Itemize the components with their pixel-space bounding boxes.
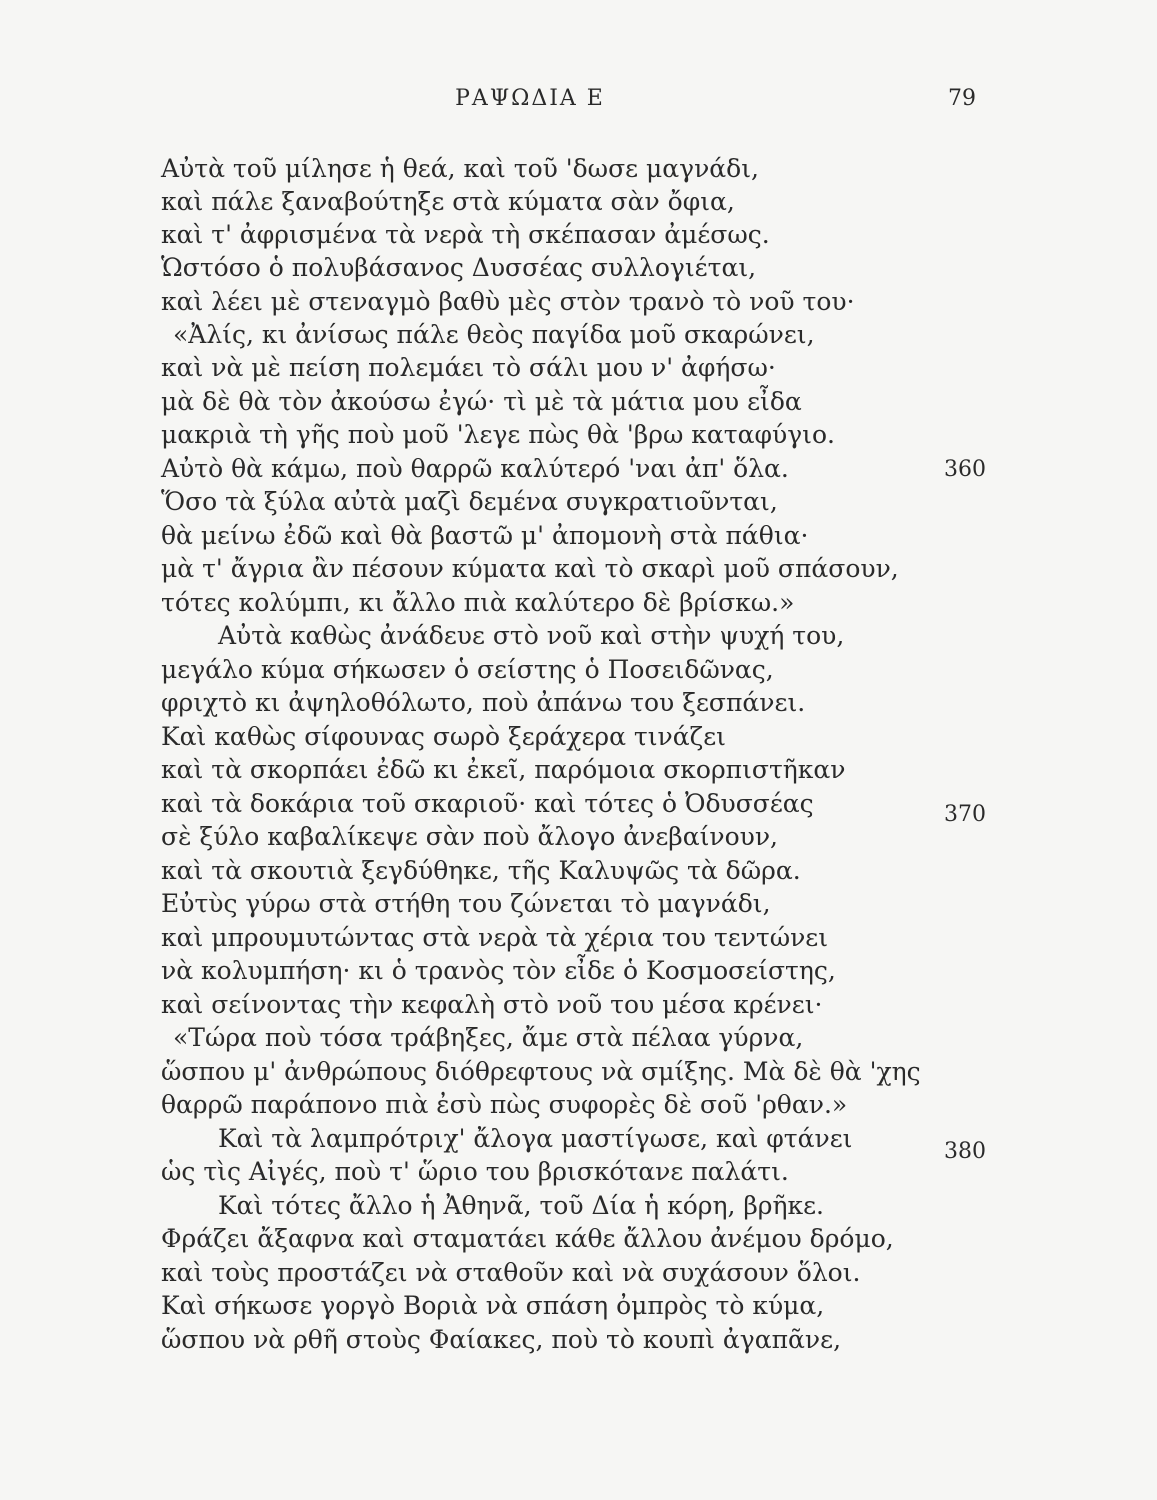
verse-line: «Ἀλίς, κι ἀνίσως πάλε θεὸς παγίδα μοῦ σκαρώνει, — [173, 320, 815, 349]
verse-line: καὶ τὰ σκορπάει ἐδῶ κι ἐκεῖ, παρόμοια σκορπιστῆκαν — [161, 755, 846, 784]
verse-line: ὡς τὶς Αἰγές, ποὺ τ' ὥριο του βρισκότανε παλάτι. — [161, 1157, 789, 1186]
verse-line: Αὐτὰ καθὼς ἀνάδευε στὸ νοῦ καὶ στὴν ψυχή του, — [218, 621, 845, 650]
running-header: ΡΑΨΩΔΙΑ Ε — [455, 86, 605, 111]
verse-line: Καὶ καθὼς σίφουνας σωρὸ ξεράχερα τινάζει — [161, 722, 726, 751]
verse-line: τότες κολύμπι, κι ἄλλο πιὰ καλύτερο δὲ βρίσκω.» — [161, 588, 795, 617]
verse-line: καὶ μπρουμυτώντας στὰ νερὰ τὰ χέρια του τεντώνει — [161, 923, 829, 952]
verse-line: μὰ τ' ἄγρια ἂν πέσουν κύματα καὶ τὸ σκαρὶ μοῦ σπάσουν, — [161, 554, 899, 583]
line-number: 360 — [944, 457, 986, 482]
verse-line: καὶ τ' ἀφρισμένα τὰ νερὰ τὴ σκέπασαν ἀμέσως. — [161, 220, 770, 249]
line-number: 380 — [944, 1139, 986, 1164]
verse-line: Ὡστόσο ὁ πολυβάσανος Δυσσέας συλλογιέται, — [161, 253, 757, 282]
verse-line: καὶ τὰ δοκάρια τοῦ σκαριοῦ· καὶ τότες ὁ Ὀδυσσέας — [161, 789, 814, 818]
verse-line: Καὶ τὰ λαμπρότριχ' ἄλογα μαστίγωσε, καὶ φτάνει — [218, 1124, 853, 1153]
verse-line: Καὶ σήκωσε γοργὸ Βοριὰ νὰ σπάση ὀμπρὸς τὸ κύμα, — [161, 1291, 825, 1320]
verse-line: ὥσπου μ' ἀνθρώπους διόθρεφτους νὰ σμίξης. Μὰ δὲ θὰ 'χης — [161, 1057, 921, 1086]
verse-line: μὰ δὲ θὰ τὸν ἀκούσω ἐγώ· τὶ μὲ τὰ μάτια μου εἶδα — [161, 387, 802, 416]
verse-line: καὶ σείνοντας τὴν κεφαλὴ στὸ νοῦ του μέσα κρένει· — [161, 990, 823, 1019]
verse-line: Αὐτὸ θὰ κάμω, ποὺ θαρρῶ καλύτερό 'ναι ἀπ' ὅλα. — [161, 454, 789, 483]
verse-line: μακριὰ τὴ γῆς ποὺ μοῦ 'λεγε πὼς θὰ 'βρω καταφύγιο. — [161, 420, 835, 449]
verse-line: σὲ ξύλο καβαλίκεψε σὰν ποὺ ἄλογο ἀνεβαίνουν, — [161, 822, 779, 851]
verse-line: νὰ κολυμπήση· κι ὁ τρανὸς τὸν εἶδε ὁ Κοσμοσείστης, — [161, 956, 836, 985]
verse-line: Καὶ τότες ἄλλο ἡ Ἀθηνᾶ, τοῦ Δία ἡ κόρη, βρῆκε. — [218, 1191, 825, 1220]
verse-line: φριχτὸ κι ἀψηλοθόλωτο, ποὺ ἀπάνω του ξεσπάνει. — [161, 688, 806, 717]
line-number: 370 — [944, 802, 986, 827]
verse-line: Εὐτὺς γύρω στὰ στήθη του ζώνεται τὸ μαγνάδι, — [161, 889, 771, 918]
verse-line: ὥσπου νὰ ρθῆ στοὺς Φαίακες, ποὺ τὸ κουπὶ ἀγαπᾶνε, — [161, 1325, 842, 1354]
verse-line: καὶ λέει μὲ στεναγμὸ βαθὺ μὲς στὸν τρανὸ τὸ νοῦ του· — [161, 287, 855, 316]
verse-line: Ὅσο τὰ ξύλα αὐτὰ μαζὶ δεμένα συγκρατιοῦνται, — [161, 487, 778, 516]
verse-line: καὶ νὰ μὲ πείση πολεμάει τὸ σάλι μου ν' ἀφήσω· — [161, 353, 776, 382]
verse-line: καὶ πάλε ξαναβούτηξε στὰ κύματα σὰν ὄφια, — [161, 187, 735, 216]
verse-line: καὶ τοὺς προστάζει νὰ σταθοῦν καὶ νὰ συχάσουν ὅλοι. — [161, 1258, 861, 1287]
verse-line: καὶ τὰ σκουτιὰ ξεγδύθηκε, τῆς Καλυψῶς τὰ δῶρα. — [161, 856, 801, 885]
page-number: 79 — [948, 86, 976, 111]
verse-line: θαρρῶ παράπονο πιὰ ἐσὺ πὼς συφορὲς δὲ σοῦ 'ρθαν.» — [161, 1090, 848, 1119]
verse-line: Αὐτὰ τοῦ μίλησε ἡ θεά, καὶ τοῦ 'δωσε μαγνάδι, — [161, 154, 759, 183]
verse-line: Φράζει ἄξαφνα καὶ σταματάει κάθε ἄλλου ἀνέμου δρόμο, — [161, 1224, 894, 1253]
verse-line: μεγάλο κύμα σήκωσεν ὁ σείστης ὁ Ποσειδῶνας, — [161, 655, 774, 684]
verse-line: θὰ μείνω ἐδῶ καὶ θὰ βαστῶ μ' ἀπομονὴ στὰ πάθια· — [161, 521, 809, 550]
verse-line: «Τώρα ποὺ τόσα τράβηξες, ἄμε στὰ πέλαα γύρνα, — [173, 1023, 804, 1052]
